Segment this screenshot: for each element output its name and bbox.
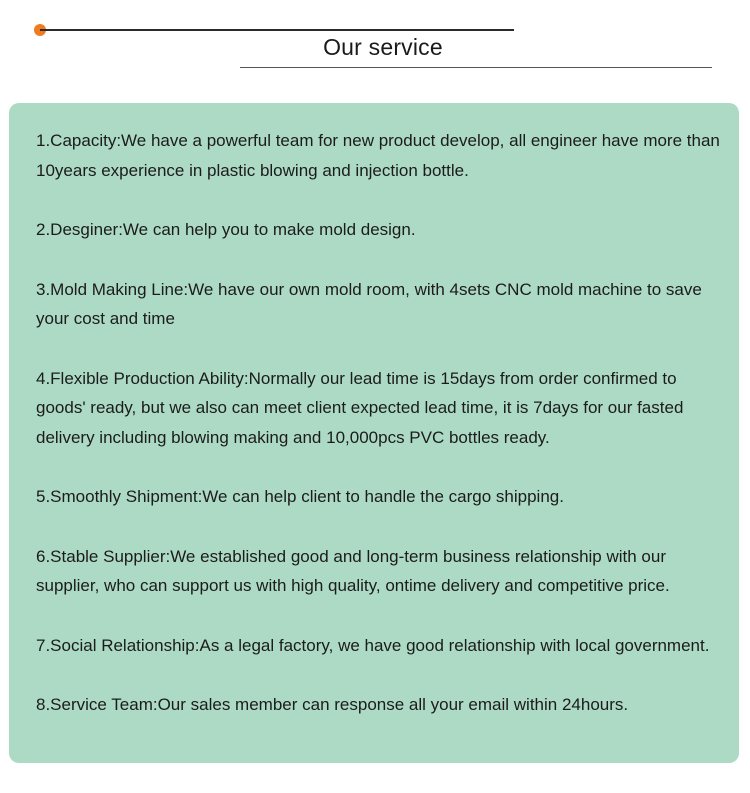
- header-divider-bottom: [240, 67, 712, 68]
- service-item-production: 4.Flexible Production Ability:Normally our lead time is 15days from order confirmed to goods' ready, but we also can meet client expected lead time, it is 7days for our fasted delivery including blowing making and 10,000pcs PVC bottles ready.: [36, 368, 684, 447]
- service-item-capacity: 1.Capacity:We have a powerful team for new product develop, all engineer have more than 10years experience in plastic blowing and injection bottle.: [36, 131, 720, 180]
- service-item-team: 8.Service Team:Our sales member can response all your email within 24hours.: [36, 695, 629, 714]
- service-item-shipment: 5.Smoothly Shipment:We can help client to handle the cargo shipping.: [36, 487, 564, 506]
- service-item-supplier: 6.Stable Supplier:We established good and long-term business relationship with our supplier, who can support us with high quality, ontime delivery and competitive price.: [36, 546, 670, 595]
- header-divider-top: [40, 29, 514, 31]
- service-panel: [9, 103, 739, 763]
- service-item-social: 7.Social Relationship:As a legal factory, we have good relationship with local government.: [36, 635, 710, 655]
- service-item-mold-making: 3.Mold Making Line:We have our own mold room, with 4sets CNC mold machine to save your cost and time: [36, 279, 702, 328]
- page-title: Our service: [323, 34, 443, 60]
- service-item-designer: 2.Desginer:We can help you to make mold design.: [36, 220, 416, 239]
